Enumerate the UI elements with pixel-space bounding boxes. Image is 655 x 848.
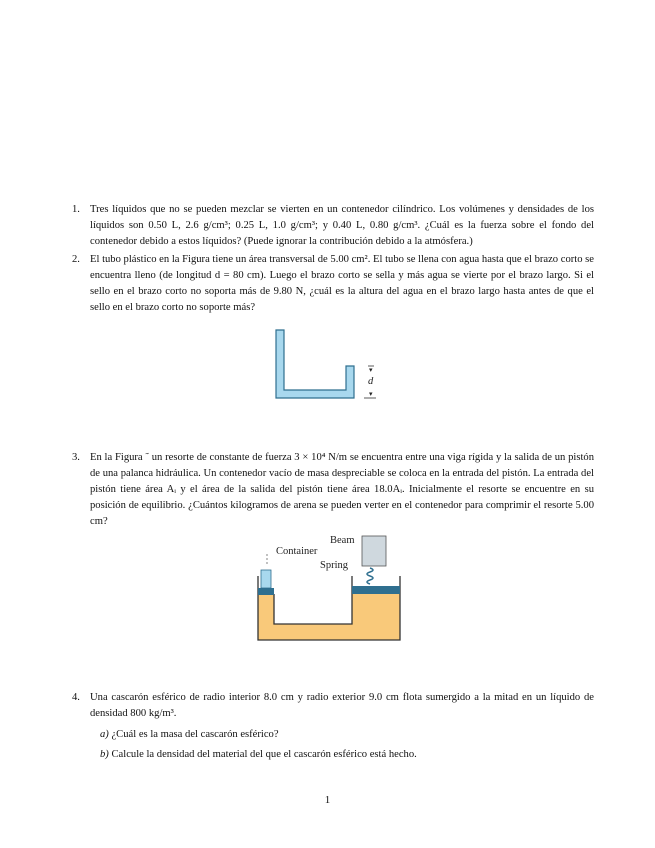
u-tube-figure — [268, 326, 388, 406]
spring — [367, 568, 373, 584]
page-number: 1 — [324, 794, 331, 806]
problem-number: 4. — [72, 692, 80, 703]
input-piston — [258, 588, 274, 595]
hydraulic-liquid — [258, 594, 400, 640]
output-piston — [352, 586, 400, 594]
problem-1 — [72, 202, 594, 250]
problem-number: 1. — [72, 204, 80, 215]
problem-number: 3. — [72, 452, 80, 463]
problem-text: En la Figura ˜ un resorte de constante de fuerza 3 × 10⁴ N/m se encuentra entre una viga rígida y la salida de un pistón de una palanca hidráulica. Un contenedor vacío de masa despreciable se coloca en la entrada del pistón. La entrada del pistón tiene área Aᵢ y el área de la salida del pistón tiene área 18.0Aᵢ. Inicialmente el resorte se encuentre en su posición de equilibrio. ¿Cuántos kilogramos de arena se pueden verter en el contenedor para comprimir el resorte 5.00 cm? — [90, 452, 594, 527]
problem-number: 2. — [72, 254, 80, 265]
hydraulic-lever-figure — [250, 532, 410, 644]
u-tube — [276, 330, 354, 398]
beam — [362, 536, 386, 566]
problem-text: Tres líquidos que no se pueden mezclar se vierten en un contenedor cilíndrico. Los volúmenes y densidades de los líquidos son 0.50 L, 2.6 g/cm³; 0.25 L, 1.0 g/cm³; y 0.40 L, 0.80 g/cm³. ¿Cuál es la fuerza sobre el fondo del contenedor debido a estos líquidos? (Puede ignorar la contribución debido a la atmósfera.) — [90, 204, 594, 247]
problem-2 — [72, 252, 594, 316]
problem-text: El tubo plástico en la Figura tiene un área transversal de 5.00 cm². El tubo se llena con agua hasta que el brazo corto se encuentra lleno (de longitud d = 80 cm). Luego el brazo corto se sella y más agua se vierte por el brazo largo. Si el sello en el brazo corto no soporta más de 9.80 N, ¿cuál es la altura del agua en el brazo largo hasta antes de que el sello en el brazo corto no soporte más? — [90, 254, 594, 313]
d-arrow-up: ▾ — [369, 366, 373, 374]
problem-3 — [72, 450, 594, 530]
subpart-label: b) — [100, 749, 109, 760]
subpart-text: ¿Cuál es la masa del cascarón esférico? — [111, 729, 279, 740]
problem-4 — [72, 690, 594, 722]
subpart-a — [100, 727, 279, 743]
subpart-b — [100, 747, 417, 763]
d-arrow-down: ▾ — [369, 390, 373, 398]
sand-container — [261, 570, 271, 588]
beam-label: Beam — [330, 535, 355, 546]
d-label: d — [368, 376, 374, 387]
subpart-label: a) — [100, 729, 109, 740]
problem-text: Una cascarón esférico de radio interior 8.0 cm y radio exterior 9.0 cm flota sumergido a la mitad en un líquido de densidad 800 kg/m³. — [90, 692, 594, 719]
container-label: Container — [276, 546, 318, 557]
subpart-text: Calcule la densidad del material del que el cascarón esférico está hecho. — [111, 749, 417, 760]
spring-label: Spring — [320, 560, 349, 571]
